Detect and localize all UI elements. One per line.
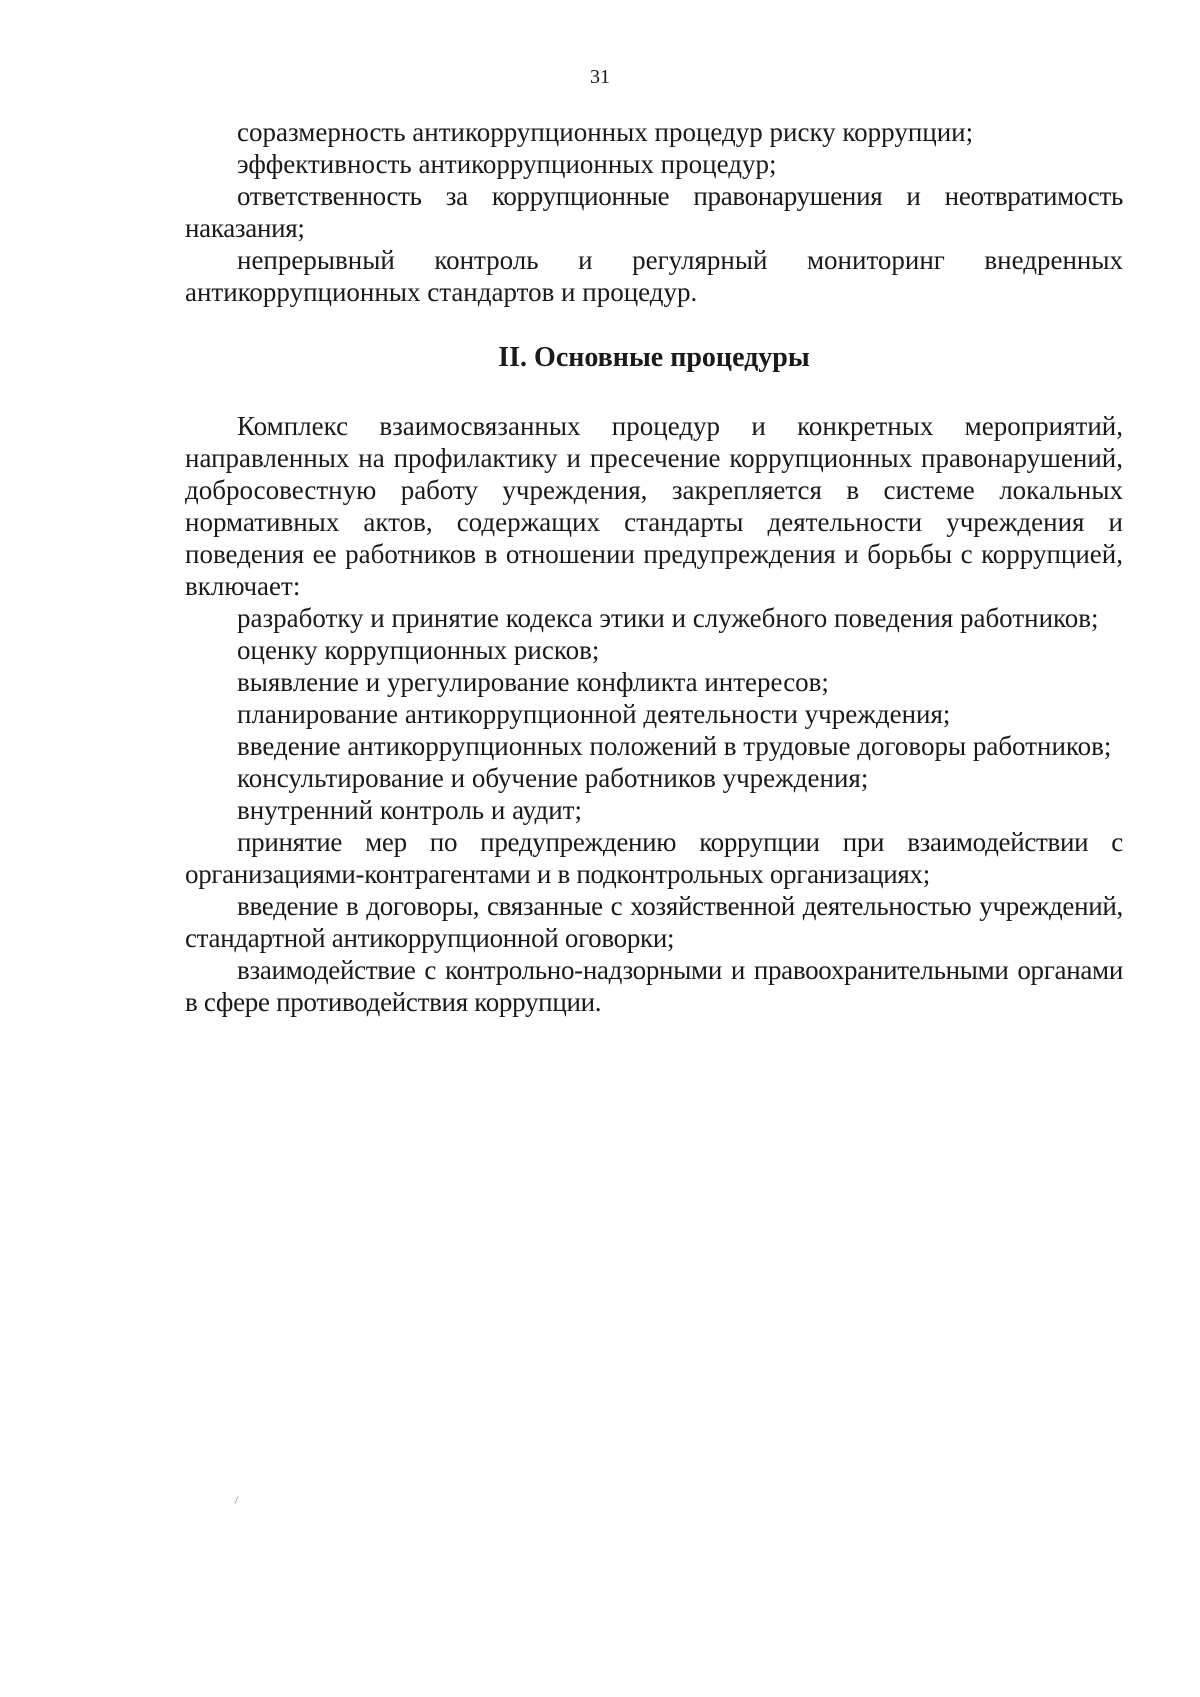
section-intro: Комплекс взаимосвязанных процедур и конкретных мероприятий, направленных на профилактику и пресечение коррупционных правонарушений, добросовестную работу учреждения, закрепляется в системе локальных нормативных актов, содержащих стандарты деятельности учреждения и поведения ее работников в отношении предупреждения и борьбы с коррупцией, включает: (185, 411, 1123, 601)
procedure-item: разработку и принятие кодекса этики и служебного поведения работников; (237, 603, 1099, 633)
intro-item: ответственность за коррупционные правонарушения и неотвратимость наказания; (185, 181, 1123, 243)
procedure-item: принятие мер по предупреждению коррупции при взаимодействии с организациями-контрагентами и в подконтрольных организациях; (185, 827, 1123, 889)
intro-item: соразмерность антикоррупционных процедур риску коррупции; (237, 117, 974, 147)
scan-mark (234, 1496, 238, 1504)
section-title: II. Основные процедуры (498, 342, 810, 373)
procedure-item: взаимодействие с контрольно-надзорными и правоохранительными органами в сфере противодействия коррупции. (185, 955, 1123, 1017)
page-number: 31 (590, 66, 610, 88)
procedure-item: введение антикоррупционных положений в трудовые договоры работников; (237, 731, 1112, 761)
procedure-item: выявление и урегулирование конфликта интересов; (237, 667, 829, 697)
procedure-item: планирование антикоррупционной деятельности учреждения; (237, 699, 951, 729)
body-text (185, 116, 1123, 1018)
intro-item: эффективность антикоррупционных процедур; (237, 149, 777, 179)
procedure-item: оценку коррупционных рисков; (237, 635, 600, 665)
procedure-item: введение в договоры, связанные с хозяйственной деятельностью учреждений, стандартной антикоррупционной оговорки; (185, 891, 1123, 953)
intro-item: непрерывный контроль и регулярный мониторинг внедренных антикоррупционных стандартов и процедур. (185, 245, 1123, 307)
procedure-item: внутренний контроль и аудит; (237, 795, 582, 825)
procedure-item: консультирование и обучение работников учреждения; (237, 763, 869, 793)
